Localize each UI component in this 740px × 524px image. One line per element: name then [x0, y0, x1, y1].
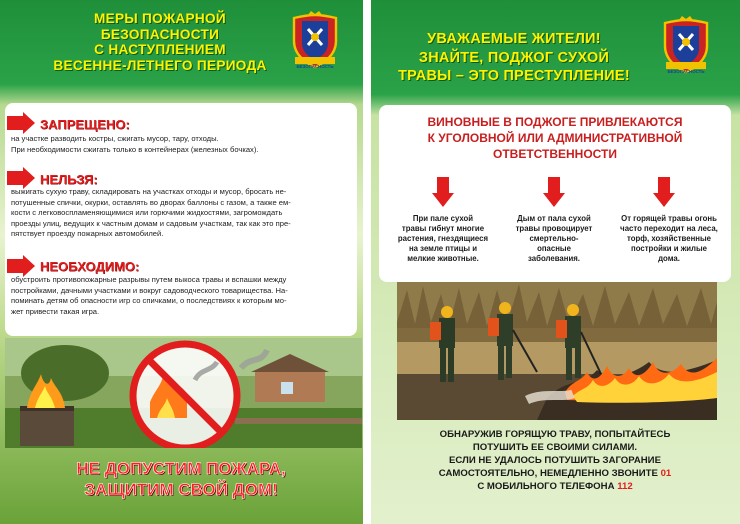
liability-line: ВИНОВНЫЕ В ПОДЖОГЕ ПРИВЛЕКАЮТСЯ [427, 115, 683, 129]
text-line: Дым от пала сухой [517, 214, 591, 223]
text-line: на земле птицы и [408, 244, 478, 253]
notice-line: ЕСЛИ НЕ УДАЛОСЬ ПОТУШИТЬ ЗАГОРАНИЕ [449, 455, 661, 466]
text-line: растения, гнездящиеся [397, 234, 489, 243]
left-title-line: МЕРЫ ПОЖАРНОЙ [94, 11, 226, 26]
fire-photos-strip [5, 338, 362, 448]
text-line: мелкие животные. [407, 254, 479, 263]
forbidden-text [11, 134, 353, 155]
right-title [373, 30, 655, 86]
liability-heading [379, 114, 731, 162]
emergency-number-112: 112 [617, 481, 633, 492]
forbidden-heading: ЗАПРЕЩЕНО: [40, 117, 130, 132]
notice-line [379, 467, 731, 480]
notice-line: ПОТУШИТЬ ЕЕ СВОИМИ СИЛАМИ. [472, 442, 638, 453]
text-line: опасные [537, 244, 571, 253]
text-line: травы провоцирует [515, 224, 593, 233]
text-line: заболевания. [528, 254, 580, 263]
text-line: травы гибнут многие [401, 224, 485, 233]
text-line: часто переходит на леса, [620, 224, 718, 233]
firefighters-illustration [397, 282, 717, 420]
right-title-line: УВАЖАЕМЫЕ ЖИТЕЛИ! [427, 31, 601, 47]
emblem-label: БЕЗОПАСНОСТЬ [667, 69, 705, 74]
liability-line: К УГОЛОВНОЙ ИЛИ АДМИНИСТРАТИВНОЙ [427, 131, 683, 145]
liability-line: ОТВЕТСТВЕННОСТИ [492, 147, 618, 161]
not-allowed-heading: НЕЛЬЗЯ: [40, 172, 98, 187]
text-line: поминать детям об опасности игр со спичками, о последствиях к которым мо- [11, 296, 287, 306]
right-title-line: ЗНАЙТЕ, ПОДЖОГ СУХОЙ [418, 49, 610, 66]
text-line: От горящей травы огонь [621, 214, 717, 223]
firefighters-photo [397, 282, 717, 420]
consequence-buildings [611, 214, 727, 264]
call-notice [379, 428, 731, 493]
down-arrow-icon [543, 177, 565, 207]
text-line: При пале сухой [412, 214, 474, 223]
notice-line [379, 480, 731, 493]
fire-safety-emblem [290, 11, 340, 69]
down-arrow-icon [653, 177, 675, 207]
left-title-line: ВЕСЕННЕ-ЛЕТНЕГО ПЕРИОДА [53, 57, 267, 73]
left-title [38, 11, 282, 73]
emergency-number-01: 01 [660, 468, 672, 479]
text-line: потушенные спички, окурки, оставлять во дворах баллоны с газом, а также ем- [11, 197, 291, 207]
text-line: проезды улиц, ведущих к частным домам и садовым участкам, так как это пре- [11, 218, 291, 228]
text-line: смертельно- [529, 234, 579, 243]
right-leaflet-panel [371, 0, 740, 524]
down-arrow-icon [432, 177, 454, 207]
text-line: выжигать сухую траву, складировать на участках отходы и мусор, бросать не- [11, 187, 287, 196]
text-line: обустроить противопожарные разрывы путем выкоса травы и вспашки между [11, 275, 287, 284]
consequence-smoke [502, 214, 606, 264]
red-arrow-icon [7, 167, 35, 189]
left-title-line: С НАСТУПЛЕНИЕМ [94, 42, 226, 58]
left-leaflet-panel [0, 0, 363, 524]
text-line: пятствует проезду пожарных автомобилей. [11, 229, 164, 239]
red-arrow-icon [7, 255, 35, 277]
required-heading: НЕОБХОДИМО: [40, 259, 140, 274]
text-line: торф, хозяйственные [626, 234, 711, 243]
consequence-plants [391, 214, 495, 264]
slogan-line: НЕ ДОПУСТИМ ПОЖАРА, [76, 459, 286, 478]
notice-text: С МОБИЛЬНОГО ТЕЛЕФОНА [477, 481, 615, 492]
required-text [11, 275, 356, 317]
text-line: постройки и жилые [631, 244, 707, 253]
left-title-line: БЕЗОПАСНОСТИ [100, 26, 220, 42]
notice-text: САМОСТОЯТЕЛЬНО, НЕМЕДЛЕННО ЗВОНИТЕ [438, 468, 658, 479]
notice-line: ОБНАРУЖИВ ГОРЯЩУЮ ТРАВУ, ПОПЫТАЙТЕСЬ [439, 429, 671, 440]
red-arrow-icon [7, 112, 35, 134]
text-line: постройками, дачными участками и вокруг садоводческого товарищества. На- [11, 285, 288, 295]
text-line: на участке разводить костры, сжигать мусор, тару, отходы. [11, 134, 219, 143]
text-line: кости с легковоспламеняющимися или горючими жидкостями, загромождать [11, 208, 283, 218]
not-allowed-text [11, 187, 356, 240]
text-line: При необходимости сжигать только в контейнерах (железных бочках). [11, 144, 259, 154]
burning-barrel-and-grass-illustration [5, 338, 362, 448]
slogan [6, 458, 356, 500]
fire-safety-emblem [661, 16, 711, 74]
slogan-line: ЗАЩИТИМ СВОЙ ДОМ! [84, 480, 278, 499]
emblem-label: БЕЗОПАСНОСТЬ [296, 64, 334, 69]
text-line: жет привести такая игра. [11, 306, 100, 316]
right-title-line: ТРАВЫ – ЭТО ПРЕСТУПЛЕНИЕ! [398, 68, 630, 85]
text-line: дома. [658, 254, 680, 263]
